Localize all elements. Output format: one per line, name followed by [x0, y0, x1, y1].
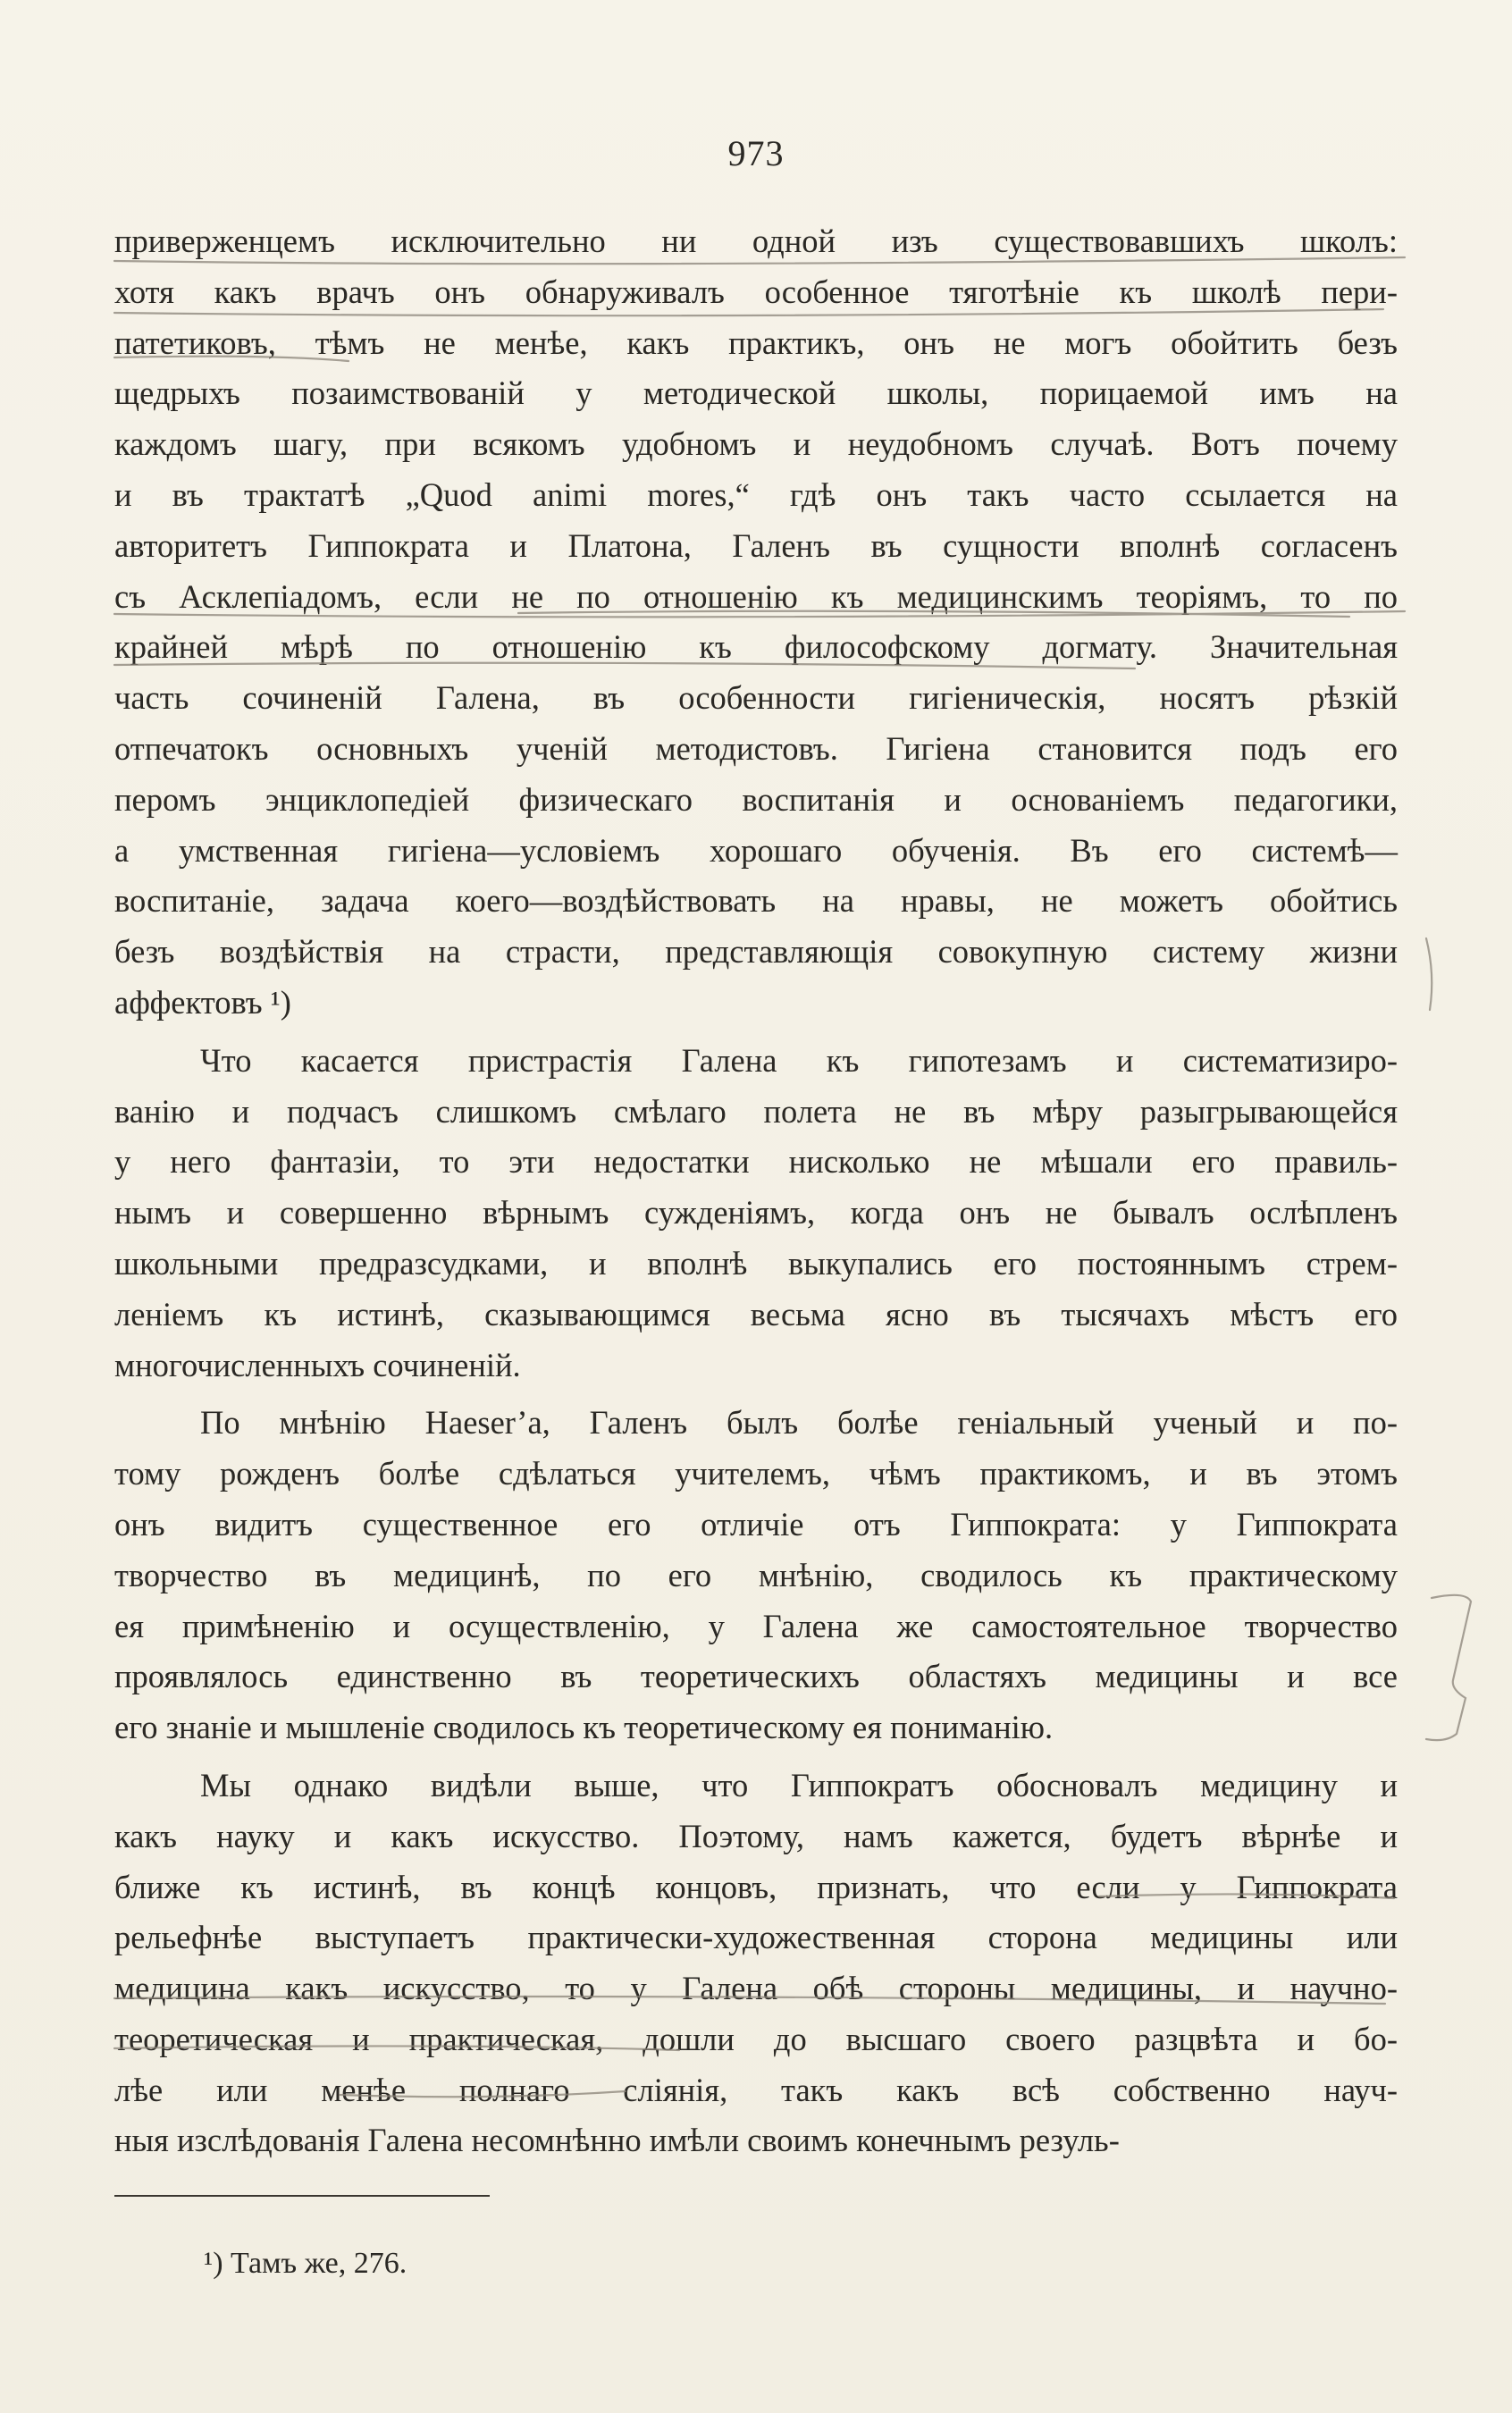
text-line: лѣе или менѣе полнаго сліянія, такъ какъ всѣ собственно науч-	[114, 2071, 1398, 2108]
text-line: авторитетъ Гиппократа и Платона, Галенъ въ сущности вполнѣ согласенъ	[114, 526, 1398, 564]
paragraph-gap	[114, 1391, 1398, 1398]
text-line: ныя изслѣдованія Галена несомнѣнно имѣли своимъ конечнымъ резуль-	[114, 2122, 1120, 2159]
text-line: каждомъ шагу, при всякомъ удобномъ и неудобномъ случаѣ. Вотъ почему	[114, 425, 1398, 463]
paragraph	[114, 1036, 1398, 1391]
text-line: проявлялось единственно въ теоретическихъ областяхъ медицины и все	[114, 1658, 1398, 1695]
text-line: многочисленныхъ сочиненій.	[114, 1346, 521, 1383]
pencil-margin-mark	[1426, 938, 1432, 1010]
text-line: школьными предразсудками, и вполнѣ выкупались его постояннымъ стрем-	[114, 1244, 1398, 1282]
text-line: щедрыхъ позаимствованій у методической школы, порицаемой имъ на	[114, 374, 1398, 412]
paragraph-gap	[114, 1753, 1398, 1761]
text-line: хотя какъ врачъ онъ обнаруживалъ особенное тяготѣніе къ школѣ пери-	[114, 273, 1398, 310]
text-line: перомъ энциклопедіей физическаго воспитанія и основаніемъ педагогики,	[114, 780, 1398, 818]
pencil-margin-bracket	[1426, 1595, 1471, 1740]
text-line: нымъ и совершенно вѣрнымъ сужденіямъ, когда онъ не бывалъ ослѣпленъ	[114, 1194, 1398, 1232]
footnote: ¹) Тамъ же, 276.	[204, 2247, 407, 2280]
text-line: По мнѣнію Haeser’а, Галенъ былъ болѣе геніальный ученый и по-	[200, 1404, 1398, 1442]
text-line: крайней мѣрѣ по отношенію къ философскому догмату. Значительная	[114, 628, 1398, 666]
main-text	[114, 216, 1398, 2166]
text-line: у него фантазіи, то эти недостатки нисколько не мѣшали его правиль-	[114, 1143, 1398, 1181]
text-line: часть сочиненій Галена, въ особенности гигіеническія, носятъ рѣзкій	[114, 679, 1398, 717]
text-line: леніемъ къ истинѣ, сказывающимся весьма ясно въ тысячахъ мѣстъ его	[114, 1295, 1398, 1333]
text-line: ближе къ истинѣ, въ концѣ концовъ, признать, что если у Гиппократа	[114, 1868, 1398, 1905]
paragraph	[114, 1761, 1398, 2166]
paragraph-gap	[114, 1029, 1398, 1036]
page-number: 973	[727, 133, 785, 173]
text-line: аффектовъ ¹)	[114, 983, 291, 1021]
text-line: теоретическая и практическая, дошли до высшаго своего разцвѣта и бо-	[114, 2020, 1398, 2057]
text-line: патетиковъ, тѣмъ не менѣе, какъ практикъ, онъ не могъ обойтить безъ	[114, 324, 1398, 361]
text-line: медицина какъ искусство, то у Галена обѣ стороны медицины, и научно-	[114, 1970, 1398, 2007]
text-line: отпечатокъ основныхъ ученій методистовъ. Гигіена становится подъ его	[114, 729, 1398, 767]
text-line: ея примѣненію и осуществленію, у Галена же самостоятельное творчество	[114, 1607, 1398, 1644]
text-line: тому рожденъ болѣе сдѣлаться учителемъ, чѣмъ практикомъ, и въ этомъ	[114, 1455, 1398, 1492]
text-line: творчество въ медицинѣ, по его мнѣнію, сводилось къ практическому	[114, 1556, 1398, 1593]
text-line: и въ трактатѣ „Quod animi mores,“ гдѣ онъ такъ часто ссылается на	[114, 475, 1398, 513]
text-line: Что касается пристрастія Галена къ гипотезамъ и систематизиро-	[200, 1041, 1398, 1079]
text-line: его знаніе и мышленіе сводилось къ теоретическому ея пониманію.	[114, 1709, 1054, 1746]
text-line: онъ видитъ существенное его отличіе отъ Гиппократа: у Гиппократа	[114, 1505, 1398, 1543]
text-line: Мы однако видѣли выше, что Гиппократъ обосновалъ медицину и	[200, 1766, 1398, 1803]
text-line: воспитаніе, задача коего—воздѣйствовать на нравы, не можетъ обойтись	[114, 882, 1398, 920]
paragraph	[114, 216, 1398, 1029]
text-line: безъ воздѣйствія на страсти, представляющія совокупную систему жизни	[114, 933, 1398, 971]
text-line: рельефнѣе выступаетъ практически-художественная сторона медицины или	[114, 1919, 1398, 1956]
text-line: ванію и подчасъ слишкомъ смѣлаго полета не въ мѣру разыгрывающейся	[114, 1092, 1398, 1130]
text-line: приверженцемъ исключительно ни одной изъ существовавшихъ школъ:	[114, 223, 1398, 259]
text-line: съ Асклепіадомъ, если не по отношенію къ медицинскимъ теоріямъ, то по	[114, 577, 1398, 615]
text-line: а умственная гигіена—условіемъ хорошаго обученія. Въ его системѣ—	[114, 831, 1398, 869]
paragraph	[114, 1398, 1398, 1753]
text-line: какъ науку и какъ искусство. Поэтому, намъ кажется, будетъ вѣрнѣе и	[114, 1817, 1398, 1854]
footnote-separator	[114, 2195, 490, 2197]
